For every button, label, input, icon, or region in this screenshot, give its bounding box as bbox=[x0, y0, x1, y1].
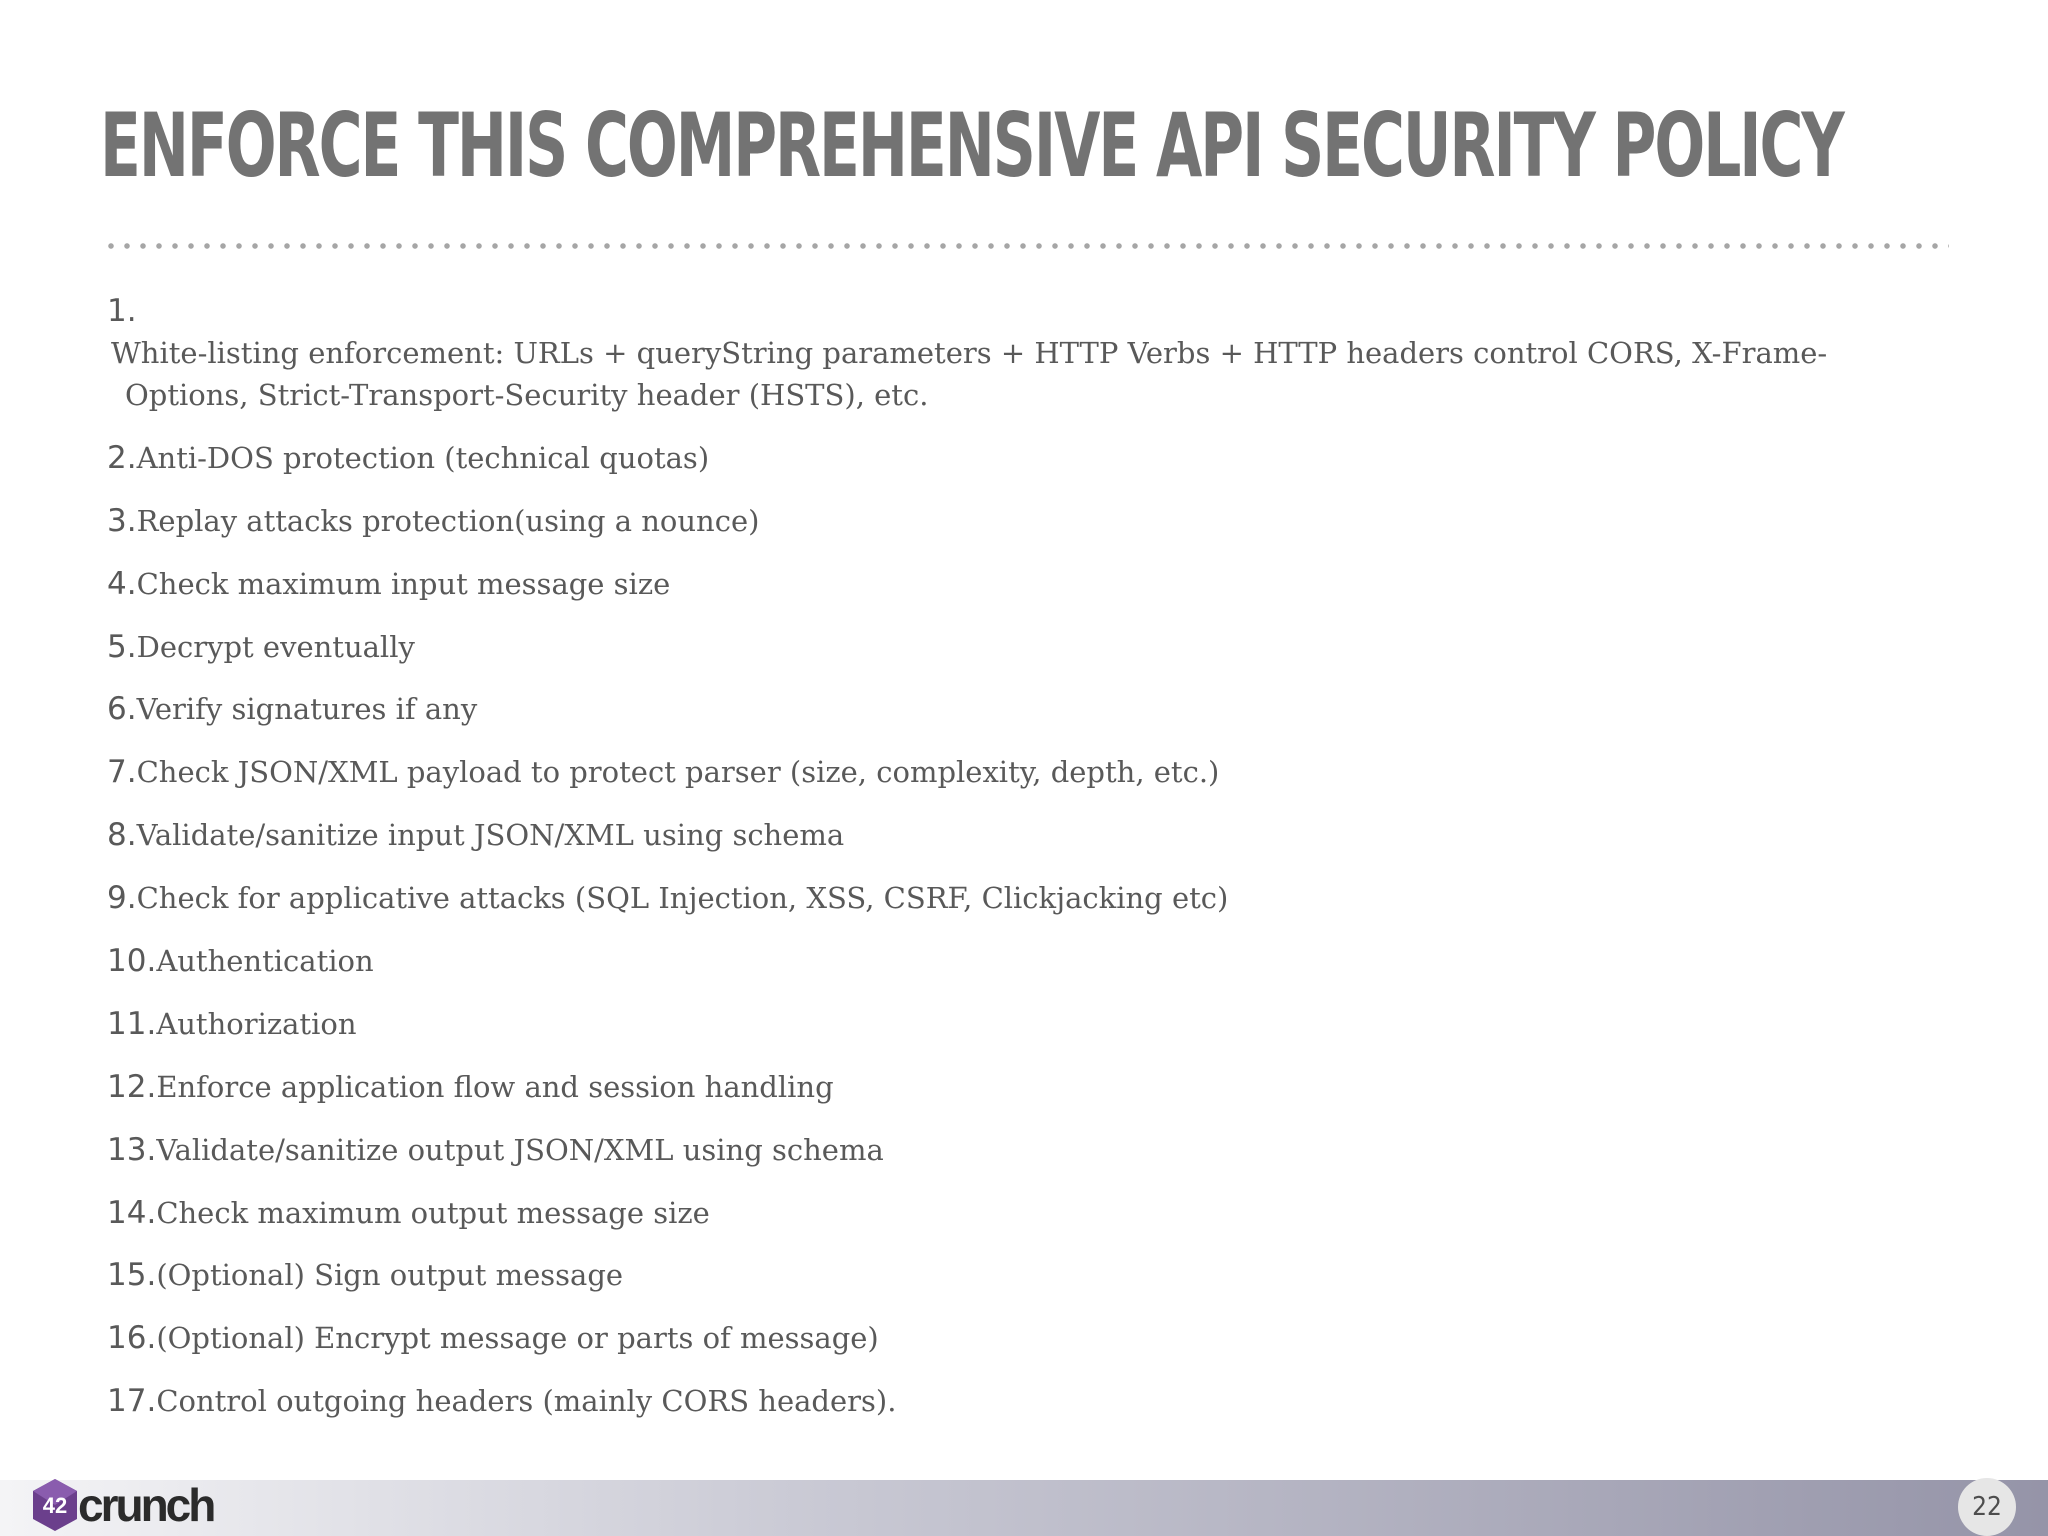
item-number: 12. bbox=[107, 1068, 157, 1105]
logo-number: 42 bbox=[42, 1493, 68, 1518]
item-number: 3. bbox=[107, 502, 137, 539]
list-item bbox=[107, 437, 1907, 479]
list-item bbox=[107, 877, 1907, 919]
list-item bbox=[107, 626, 1907, 668]
list-item bbox=[107, 1003, 1907, 1045]
dotted-divider bbox=[103, 243, 1949, 249]
item-number: 4. bbox=[107, 565, 137, 602]
item-number: 6. bbox=[107, 691, 137, 728]
item-number: 16. bbox=[107, 1320, 157, 1357]
logo-wordmark: crunch bbox=[78, 1479, 214, 1531]
list-item bbox=[107, 940, 1907, 982]
item-text: Check maximum output message size bbox=[156, 1195, 710, 1230]
page-number: 22 bbox=[1958, 1478, 2016, 1536]
item-text: Validate/sanitize output JSON/XML using schema bbox=[156, 1132, 884, 1167]
item-text: Validate/sanitize input JSON/XML using schema bbox=[136, 818, 845, 853]
item-text: Check for applicative attacks (SQL Injection, XSS, CSRF, Clickjacking etc) bbox=[136, 881, 1229, 916]
item-text: Enforce application flow and session handling bbox=[156, 1069, 834, 1104]
item-number: 7. bbox=[107, 754, 137, 791]
hexagon-logo-icon bbox=[30, 1477, 80, 1533]
item-number: 14. bbox=[107, 1194, 157, 1231]
list-item bbox=[107, 1317, 1907, 1359]
item-text: (Optional) Encrypt message or parts of message) bbox=[156, 1321, 879, 1356]
policy-list bbox=[107, 290, 1907, 1443]
item-text: Anti-DOS protection (technical quotas) bbox=[136, 440, 710, 475]
list-item bbox=[107, 688, 1907, 730]
item-number: 1. bbox=[107, 293, 137, 329]
list-item bbox=[107, 1380, 1907, 1422]
item-number: 15. bbox=[107, 1257, 157, 1294]
item-text: Decrypt eventually bbox=[136, 629, 415, 664]
item-number: 11. bbox=[107, 1005, 157, 1042]
item-number: 17. bbox=[107, 1383, 157, 1420]
list-item bbox=[107, 290, 1907, 416]
item-number: 2. bbox=[107, 439, 137, 476]
company-logo bbox=[30, 1474, 213, 1536]
item-text: White-listing enforcement: URLs + queryString parameters + HTTP Verbs + HTTP headers control CORS, X-Frame-Options, Strict-Transport-Security header (HSTS), etc. bbox=[111, 336, 1828, 412]
list-item bbox=[107, 814, 1907, 856]
item-text: Control outgoing headers (mainly CORS headers). bbox=[156, 1384, 897, 1419]
list-item bbox=[107, 1254, 1907, 1296]
item-text: Authentication bbox=[156, 944, 374, 979]
list-item bbox=[107, 500, 1907, 542]
item-text: Check JSON/XML payload to protect parser (size, complexity, depth, etc.) bbox=[136, 755, 1220, 790]
footer-bar bbox=[0, 1480, 2048, 1536]
item-number: 9. bbox=[107, 880, 137, 917]
list-item bbox=[107, 563, 1907, 605]
list-item bbox=[107, 1066, 1907, 1108]
item-text: Authorization bbox=[156, 1006, 357, 1041]
item-number: 10. bbox=[107, 943, 157, 980]
slide-title: ENFORCE THIS COMPREHENSIVE API SECURITY POLICY bbox=[100, 94, 1843, 197]
item-number: 5. bbox=[107, 628, 137, 665]
item-number: 13. bbox=[107, 1131, 157, 1168]
item-text: (Optional) Sign output message bbox=[156, 1258, 624, 1293]
item-text: Verify signatures if any bbox=[136, 692, 478, 727]
list-item bbox=[107, 751, 1907, 793]
item-text: Replay attacks protection(using a nounce) bbox=[136, 503, 760, 538]
list-item bbox=[107, 1192, 1907, 1234]
list-item bbox=[107, 1129, 1907, 1171]
item-text: Check maximum input message size bbox=[136, 566, 671, 601]
item-number: 8. bbox=[107, 817, 137, 854]
